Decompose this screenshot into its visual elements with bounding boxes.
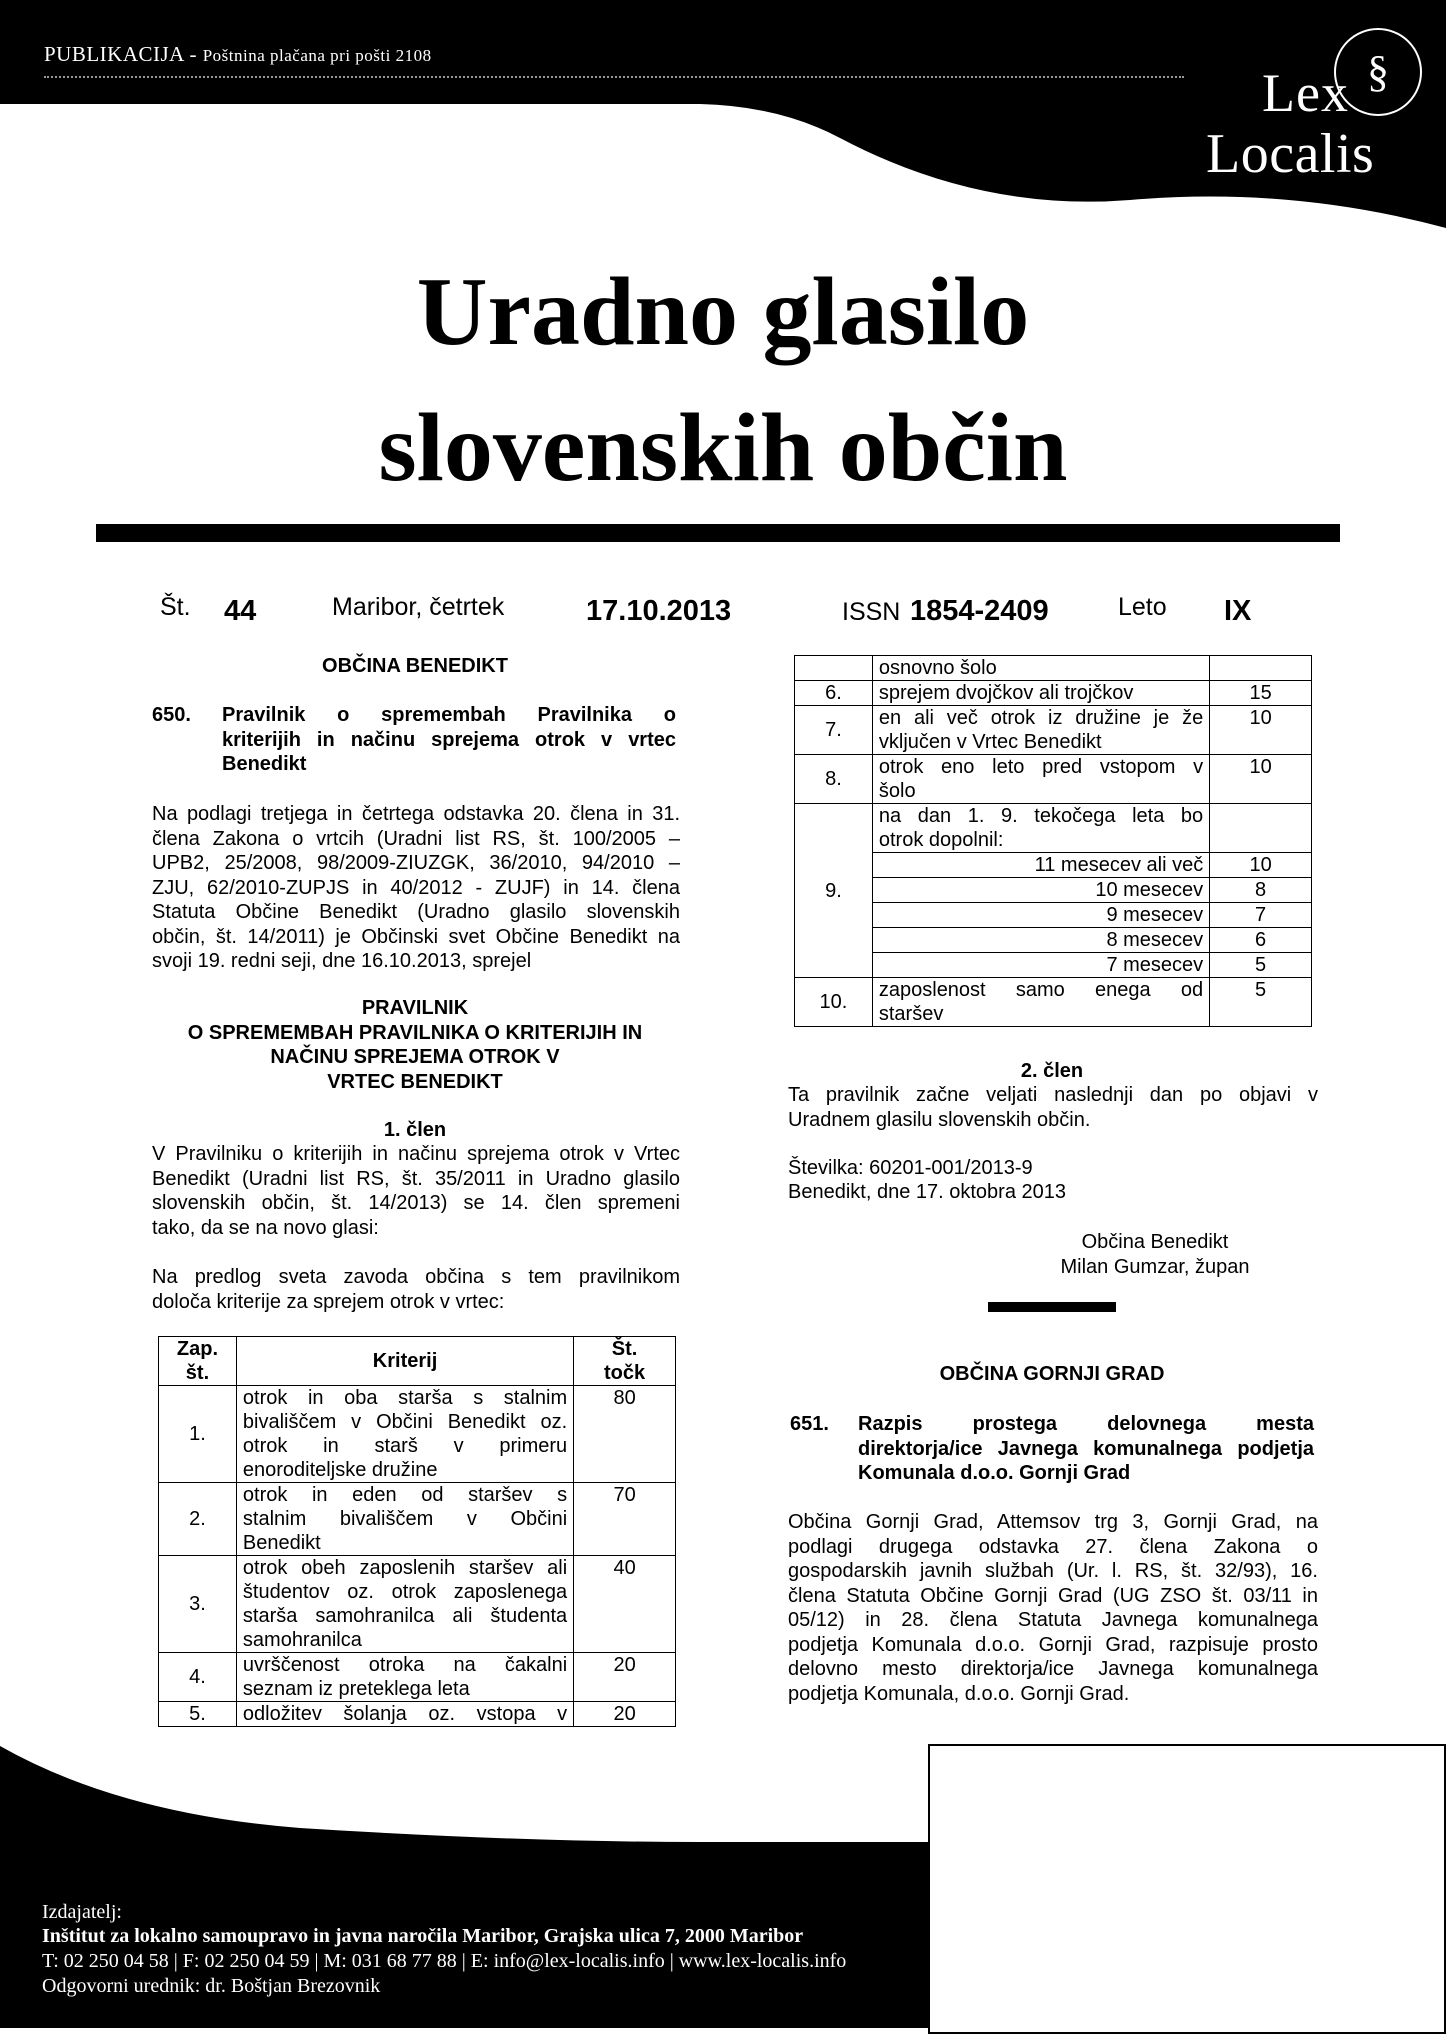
- article-2-text: Ta pravilnik začne veljati naslednji dan po objavi v Uradnem glasilu slovenskih občin.: [788, 1084, 1318, 1131]
- section-sign-icon: §: [1334, 28, 1422, 116]
- footer-contacts: T: 02 250 04 58 | F: 02 250 04 59 | M: 031 68 77 88 | E: info@lex-localis.info | www.lex-localis.info: [42, 1950, 847, 1972]
- table-row: 5. odložitev šolanja oz. vstopa v 20: [159, 1702, 676, 1727]
- table-row: 11 mesecev ali več 10: [795, 853, 1312, 878]
- issue-place-day: Maribor, četrtek: [332, 593, 505, 621]
- title-line-1: Uradno glasilo: [416, 258, 1030, 366]
- document-number: Številka: 60201-001/2013-9: [788, 1157, 1033, 1179]
- act-number-2: 651.: [790, 1413, 829, 1435]
- issue-date: 17.10.2013: [586, 595, 732, 627]
- table-row: 1. otrok in oba starša s stalnim bivališčem v Občini Benedikt oz. otrok in starš v primeru enoroditeljske družine 80: [159, 1386, 676, 1483]
- postage-note: Poštnina plačana pri pošti 2108: [202, 46, 432, 65]
- logo-lex: Lex: [1262, 63, 1349, 123]
- publication-label: PUBLIKACIJA: [44, 42, 184, 66]
- rule-heading: PRAVILNIK O SPREMEMBAH PRAVILNIKA O KRITERIJIH IN NAČINU SPREJEMA OTROK V VRTEC BENEDIKT: [187, 997, 643, 1093]
- article-1-text: V Pravilniku o kriterijih in načinu sprejema otrok v Vrtec Benedikt (Uradni list RS, št. 35/2011 in Uradno glasilo slovenskih občin, št. 14/2013) se 14. člen spremeni tako, da se na novo glasi:: [152, 1143, 680, 1239]
- table-row: 6. sprejem dvojčkov ali trojčkov 15: [795, 681, 1312, 706]
- act-title-2: Razpis prostega delovnega mesta direktorja/ice Javnega komunalnega podjetja Komunala d.o.o. Gornji Grad: [858, 1413, 1314, 1484]
- place-date: Benedikt, dne 17. oktobra 2013: [788, 1181, 1066, 1203]
- table-row: 4. uvrščenost otroka na čakalni seznam iz preteklega leta 20: [159, 1653, 676, 1702]
- blank-notice-box: [928, 1744, 1446, 2034]
- act-title: Pravilnik o spremembah Pravilnika o kriterijih in načinu sprejema otrok v vrtec Benedikt: [222, 704, 676, 775]
- title-line-2: slovenskih občin: [378, 394, 1068, 502]
- header-dotted-rule: [44, 76, 1184, 78]
- issue-number-label: Št.: [160, 593, 191, 621]
- article-2-title: 2. člen: [1020, 1060, 1084, 1082]
- logo-localis: Localis: [1206, 123, 1375, 185]
- table-row: 7 mesecev 5: [795, 953, 1312, 978]
- table-row: 9. na dan 1. 9. tekočega leta bo otrok dopolnil:: [795, 804, 1312, 853]
- act-number: 650.: [152, 704, 191, 726]
- footer-publisher: Inštitut za lokalno samoupravo in javna naročila Maribor, Grajska ulica 7, 2000 Maribor: [42, 1925, 804, 1947]
- municipality-heading-2: OBČINA GORNJI GRAD: [939, 1363, 1165, 1385]
- issue-number: 44: [224, 595, 257, 627]
- table-row: 8. otrok eno leto pred vstopom v šolo 10: [795, 755, 1312, 804]
- publication-separator: -: [189, 42, 197, 66]
- criteria-table: [158, 1336, 676, 1727]
- issn-label: ISSN: [842, 598, 901, 626]
- vacancy-paragraph: Občina Gornji Grad, Attemsov trg 3, Gornji Grad, na podlagi drugega odstavka 27. člena Zakona o gospodarskih javnih službah (Ur. l. RS, št. 32/93), 16. člena Statuta Občine Gornji Grad (UG ZSO št. 03/11 in 05/12) in 28. člena Statuta Javnega komunalnega podjetja Komunala d.o.o. Gornji Grad, razpisuje prosto delovno mesto direktorja/ice Javnega komunalnega podjetja Komunala, d.o.o. Gornji Grad.: [788, 1511, 1318, 1705]
- footer-publisher-label: Izdajatelj:: [42, 1901, 122, 1923]
- publication-title: [0, 244, 1446, 516]
- table-row: 10. zaposlenost samo enega od staršev 5: [795, 978, 1312, 1027]
- article-1-text-2: Na predlog sveta zavoda občina s tem pravilnikom določa kriterije za sprejem otrok v vrtec:: [152, 1266, 680, 1313]
- intro-paragraph: Na podlagi tretjega in četrtega odstavka 20. člena in 31. člena Zakona o vrtcih (Uradni list RS, št. 100/2005 – UPB2, 25/2008, 98/2009-ZIUZGK, 36/2010, 94/2010 – ZJU, 62/2010-ZUPJS in 40/2012 - ZUJF) in 14. člena Statuta Občine Benedikt (Uradno glasilo slovenskih občin, št. 14/2011) je Občinski svet Občine Benedikt na svoji 19. redni seji, dne 16.10.2013, sprejel: [152, 803, 680, 972]
- article-1-title: 1. člen: [383, 1119, 447, 1141]
- criteria-column-header: Kriterij: [236, 1337, 573, 1386]
- table-row: 7. en ali več otrok iz družine je že vključen v Vrtec Benedikt 10: [795, 706, 1312, 755]
- table-row: 9 mesecev 7: [795, 903, 1312, 928]
- table-row: 8 mesecev 6: [795, 928, 1312, 953]
- table-header-row: Zap. št. Kriterij Št. točk: [159, 1337, 676, 1386]
- table-row: osnovno šolo: [795, 656, 1312, 681]
- table-row: 10 mesecev 8: [795, 878, 1312, 903]
- table-row: 2. otrok in eden od staršev s stalnim bivališčem v Občini Benedikt 70: [159, 1483, 676, 1556]
- footer-editor: Odgovorni urednik: dr. Boštjan Brezovnik: [42, 1975, 381, 1997]
- municipality-heading: OBČINA BENEDIKT: [322, 655, 508, 677]
- header-band: [0, 0, 1446, 230]
- criteria-table-continued: [794, 655, 1312, 1027]
- year-volume: IX: [1224, 595, 1252, 627]
- signature-block: Občina Benedikt Milan Gumzar, župan: [1060, 1231, 1250, 1278]
- publication-line: [44, 42, 432, 67]
- year-label: Leto: [1118, 593, 1167, 621]
- issn-number: 1854-2409: [910, 595, 1049, 627]
- table-row: 3. otrok obeh zaposlenih staršev ali študentov oz. otrok zaposlenega starša samohranilca ali študenta samohranilca 40: [159, 1556, 676, 1653]
- section-separator: [988, 1302, 1116, 1312]
- title-rule: [96, 524, 1340, 542]
